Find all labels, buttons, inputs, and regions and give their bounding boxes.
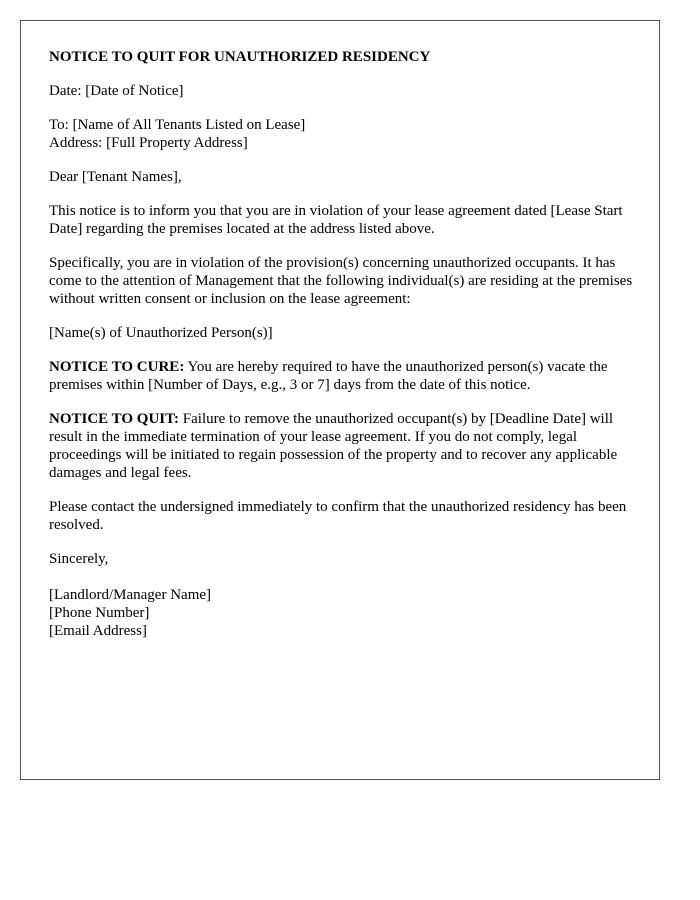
signature-block <box>49 586 639 640</box>
recipient-block <box>49 116 639 152</box>
notice-title: NOTICE TO QUIT FOR UNAUTHORIZED RESIDENCY <box>49 49 431 65</box>
notice-to-cure-label: NOTICE TO CURE: <box>49 359 185 375</box>
document-page <box>20 20 660 780</box>
signature-phone: [Phone Number] <box>49 605 150 621</box>
salutation: Dear [Tenant Names], <box>49 169 182 185</box>
date-line: Date: [Date of Notice] <box>49 83 184 99</box>
notice-to-cure-text: You are hereby required to have the unauthorized person(s) vacate the premises within [Number of Days, e.g., 3 or 7] days from the date of this notice. <box>49 359 608 393</box>
address-line: Address: [Full Property Address] <box>49 135 248 151</box>
signature-name: [Landlord/Manager Name] <box>49 587 212 603</box>
notice-to-quit-text: Failure to remove the unauthorized occupant(s) by [Deadline Date] will result in the immediate termination of your lease agreement. If you do not comply, legal proceedings will be initiated to regain possession of the property and to recover any applicable damages and legal fees. <box>49 411 618 481</box>
notice-to-quit-paragraph <box>49 410 639 482</box>
signature-email: [Email Address] <box>49 623 147 639</box>
contact-paragraph: Please contact the undersigned immediately to confirm that the unauthorized residency has been resolved. <box>49 499 627 533</box>
to-line: To: [Name of All Tenants Listed on Lease] <box>49 117 306 133</box>
closing: Sincerely, <box>49 551 109 567</box>
unauthorized-persons-line: [Name(s) of Unauthorized Person(s)] <box>49 325 273 341</box>
violation-paragraph: This notice is to inform you that you are in violation of your lease agreement dated [Lease Start Date] regarding the premises located at the address listed above. <box>49 203 623 237</box>
notice-body <box>49 48 639 640</box>
occupants-paragraph: Specifically, you are in violation of the provision(s) concerning unauthorized occupants. It has come to the attention of Management that the following individual(s) are residing at the premises without written consent or inclusion on the lease agreement: <box>49 255 633 307</box>
notice-to-cure-paragraph <box>49 358 639 394</box>
notice-to-quit-label: NOTICE TO QUIT: <box>49 411 180 427</box>
